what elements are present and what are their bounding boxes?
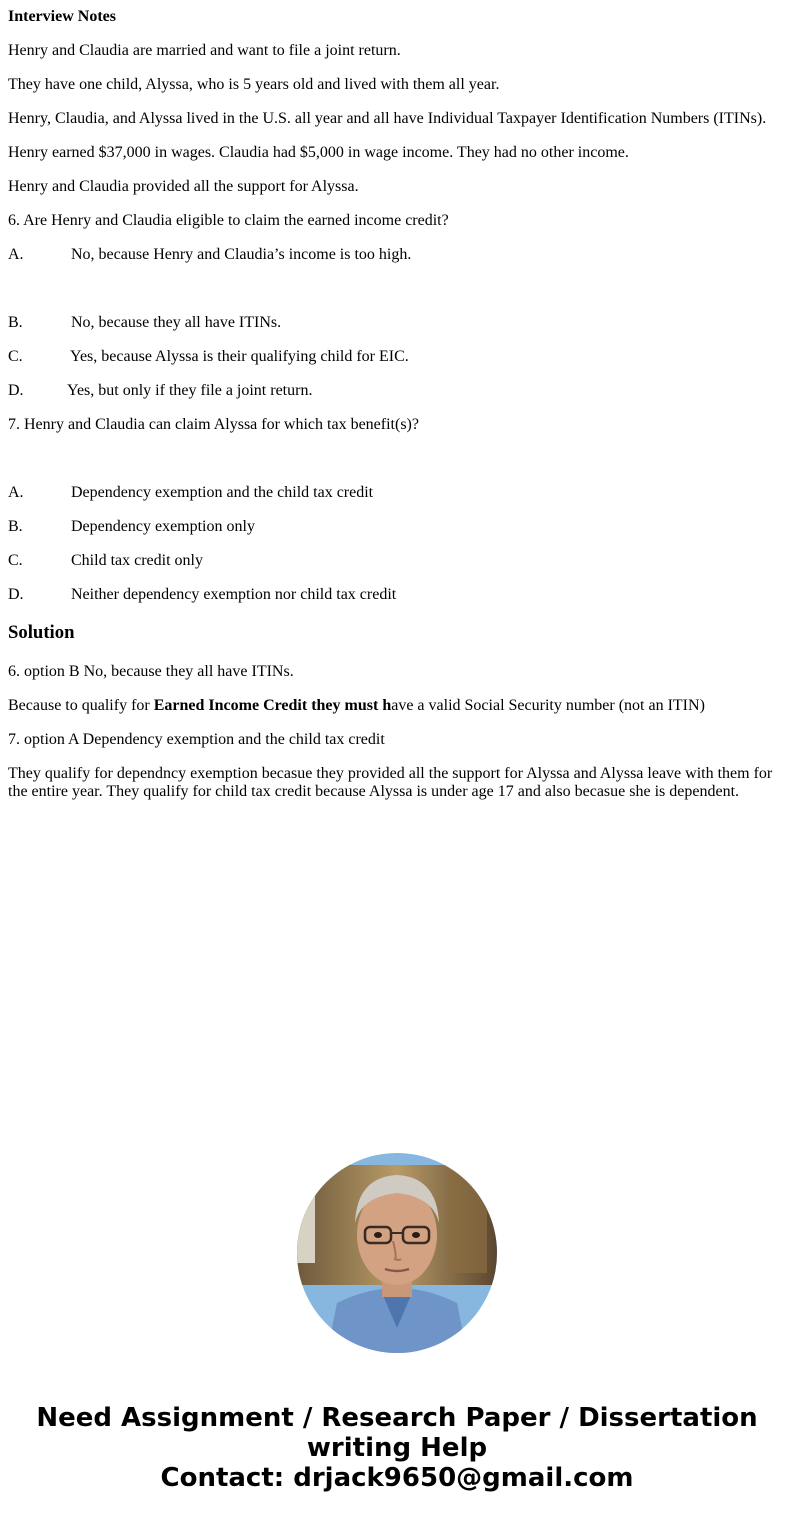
option-letter: B.	[8, 518, 23, 535]
question-6: 6. Are Henry and Claudia eligible to claim the earned income credit?	[8, 212, 449, 229]
reason-6-bold: Earned Income Credit they must h	[153, 697, 392, 714]
q6-option-c	[8, 348, 409, 366]
author-photo	[297, 1153, 497, 1353]
note-line: Henry and Claudia are married and want to file a joint return.	[8, 42, 401, 59]
option-text: Child tax credit only	[71, 552, 203, 569]
option-letter: C.	[8, 552, 23, 569]
option-text: Dependency exemption only	[71, 518, 255, 535]
option-letter: D.	[8, 382, 24, 399]
answer-6: 6. option B No, because they all have ITINs.	[8, 663, 294, 680]
reason-6-post: ave a valid Social Security number (not an ITIN)	[391, 697, 705, 714]
option-text: No, because Henry and Claudia’s income is too high.	[71, 246, 412, 263]
q6-option-d	[8, 382, 312, 400]
notes-heading: Interview Notes	[8, 8, 116, 25]
q6-option-b	[8, 314, 281, 332]
option-letter: B.	[8, 314, 23, 331]
option-letter: A.	[8, 484, 24, 501]
reason-7: They qualify for dependncy exemption becasue they provided all the support for Alyssa and Alyssa leave with them for the entire year. They qualify for child tax credit because Alyssa is under age 17 and also becasue she is dependent.	[8, 765, 773, 800]
q7-option-d	[8, 586, 396, 604]
reason-6	[8, 697, 705, 715]
option-text: Neither dependency exemption nor child tax credit	[71, 586, 397, 603]
question-7: 7. Henry and Claudia can claim Alyssa for which tax benefit(s)?	[8, 416, 419, 433]
option-letter: D.	[8, 586, 24, 603]
note-line: Henry earned $37,000 in wages. Claudia had $5,000 in wage income. They had no other income.	[8, 144, 629, 161]
option-text: Dependency exemption and the child tax credit	[71, 484, 374, 501]
note-line: Henry and Claudia provided all the support for Alyssa.	[8, 178, 359, 195]
banner-contact: Contact: drjack9650@gmail.com	[160, 1463, 634, 1493]
option-text: Yes, but only if they file a joint return.	[67, 382, 313, 399]
option-letter: C.	[8, 348, 23, 365]
portrait-image	[297, 1153, 497, 1353]
reason-6-pre: Because to qualify for	[8, 697, 154, 714]
note-line: They have one child, Alyssa, who is 5 years old and lived with them all year.	[8, 76, 500, 93]
option-text: No, because they all have ITINs.	[71, 314, 282, 331]
solution-heading: Solution	[8, 622, 75, 643]
q7-option-c	[8, 552, 203, 570]
option-letter: A.	[8, 246, 24, 263]
contact-banner	[0, 1403, 794, 1493]
banner-line: Need Assignment / Research Paper / Dissertation	[36, 1403, 758, 1433]
banner-line: writing Help	[306, 1433, 488, 1463]
q7-option-b	[8, 518, 255, 536]
q6-option-a	[8, 246, 411, 264]
note-line: Henry, Claudia, and Alyssa lived in the U.S. all year and all have Individual Taxpayer Identification Numbers (ITINs).	[8, 110, 767, 127]
q7-option-a	[8, 484, 373, 502]
answer-7: 7. option A Dependency exemption and the child tax credit	[8, 731, 385, 748]
option-text: Yes, because Alyssa is their qualifying child for EIC.	[70, 348, 409, 365]
